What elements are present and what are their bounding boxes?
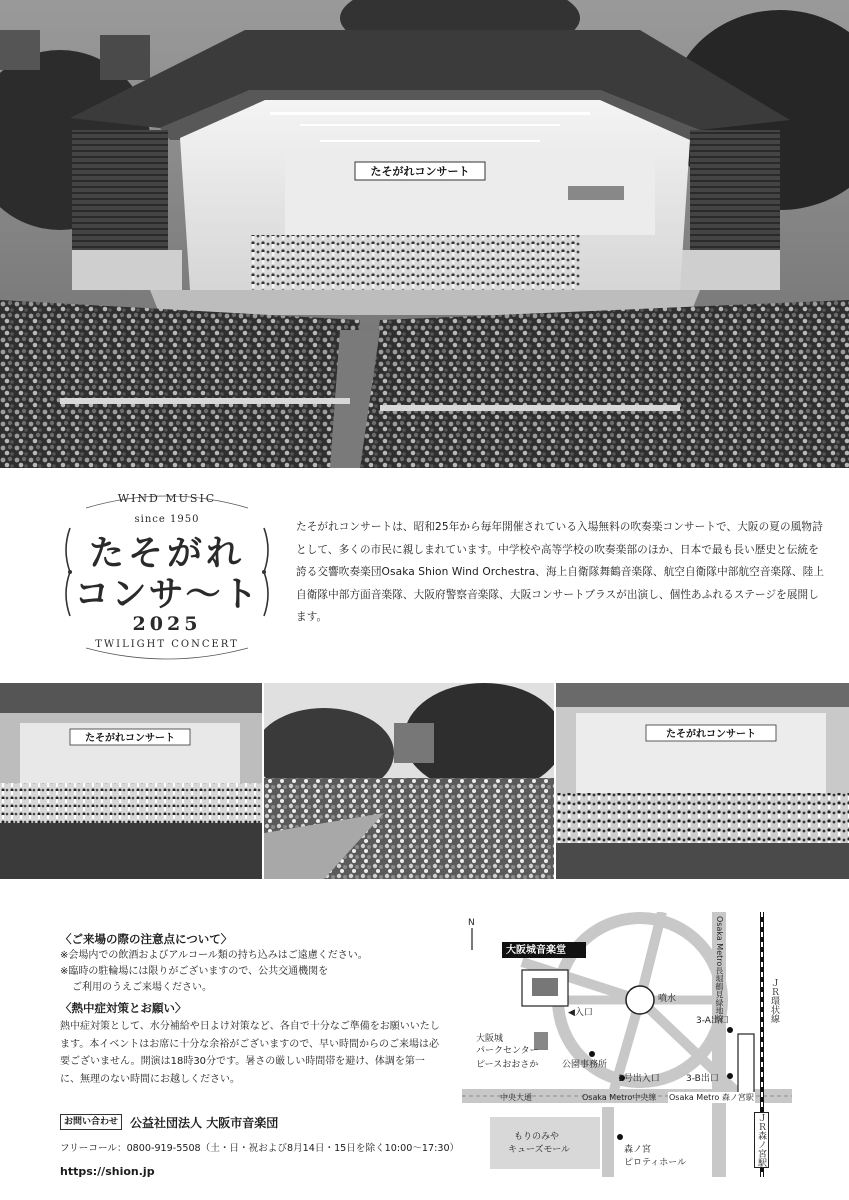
contact-freecall: フリーコール：0800-919-5508（土・日・祝および8月14日・15日を除く10:00〜17:30）	[60, 1143, 460, 1154]
map-north: N	[468, 918, 475, 928]
stage-photo-illustration	[0, 0, 849, 468]
map-piloti-hall-1: 森ノ宮	[624, 1145, 652, 1155]
logo-wind-music: WIND MUSIC	[117, 492, 217, 505]
logo-since: since 1950	[134, 514, 200, 525]
logo-title-line1: たそがれ	[88, 533, 245, 574]
logo-twilight-concert: TWILIGHT CONCERT	[95, 639, 239, 650]
note-bicycle-parking-cont: ご利用のうえご来場ください。	[72, 982, 212, 993]
photo-audience-center	[264, 683, 554, 879]
map-cues-mall-1: もりのみや	[514, 1132, 560, 1142]
map-exit-1: 1号出入口	[618, 1074, 660, 1084]
map-park-center-2: パークセンター	[476, 1046, 539, 1056]
map-peace-osaka: ピースおおさか	[476, 1060, 539, 1070]
contact-label: お問い合わせ	[60, 1114, 122, 1130]
contact-info	[60, 1112, 460, 1178]
stage-sign-text: たそがれコンサート	[370, 166, 470, 178]
strip-left-sign-text: たそがれコンサート	[85, 733, 175, 744]
access-map	[462, 912, 792, 1177]
logo-year: 2025	[132, 613, 202, 635]
map-fountain: 噴水	[658, 994, 677, 1004]
stage-photo-left	[0, 683, 262, 879]
note-bicycle-parking: ※臨時の駐輪場には限りがございますので、公共交通機関を	[60, 966, 329, 977]
map-park-center-1: 大阪城	[476, 1034, 504, 1044]
map-cues-mall-2: キューズモール	[508, 1145, 571, 1155]
contact-url-link[interactable]: https://shion.jp	[60, 1165, 155, 1178]
map-park-office: 公園事務所	[562, 1060, 608, 1070]
logo-title-line2: コンサ〜ト	[74, 574, 260, 615]
map-entrance: ◀入口	[568, 1008, 593, 1018]
strip-right-sign-text: たそがれコンサート	[666, 729, 756, 740]
intro-text: たそがれコンサートは、昭和25年から毎年開催されている入場無料の吹奏楽コンサートで、大阪の夏の風物詩として、多くの市民に親しまれています。中学校や高等学校の吹奏楽部のほか、日本で最も長い歴史と伝統を誇る交響吹奏楽団Osaka Shion Wind Orchestra、海上自衛隊舞鶴音楽隊、航空自衛隊中部航空音楽隊、陸上自衛隊中部方面音楽隊、大阪府警察音楽隊、大阪コンサートブラスが出演し、個性あふれるステージを展開します。	[296, 521, 825, 623]
map-venue-label: 大阪城音楽堂	[506, 945, 566, 956]
map-jr-morinomiya-station: ＪＲ森ノ宮駅	[754, 1112, 769, 1168]
contact-organization: 公益社団法人 大阪市音楽団	[130, 1115, 279, 1130]
hero-photo	[0, 0, 849, 468]
notes-heading-attention: 〈ご来場の際の注意点について〉	[60, 932, 233, 946]
notes-heading-heatstroke: 〈熱中症対策とお願い〉	[60, 1001, 187, 1015]
visitor-notes	[60, 930, 440, 1088]
note-no-alcohol: ※会場内での飲酒およびアルコール類の持ち込みはご遠慮ください。	[60, 950, 368, 961]
map-metro-morinomiya-station: Osaka Metro 森ノ宮駅	[669, 1093, 754, 1102]
photo-stage-left	[0, 683, 262, 879]
map-exit-3a: 3-A出口	[696, 1016, 729, 1026]
map-exit-3b: 3-B出口	[686, 1074, 719, 1084]
concert-logo	[56, 488, 278, 664]
photo-stage-right	[556, 683, 849, 879]
heatstroke-paragraph: 熱中症対策として、水分補給や日よけ対策など、各自で十分なご準備をお願いいたします。本イベントはお席に十分な余裕がございますので、早い時間からのご来場は必要ございません。開演は18時30分です。暑さの厳しい時間帯を避け、体調を第一に、無理のない時間にお越しください。	[60, 1021, 440, 1085]
map-piloti-hall-2: ピロティホール	[624, 1158, 687, 1168]
map-metro-nagahori-line: Osaka Metro長堀鶴見緑地線	[715, 916, 724, 1023]
map-jr-loop-line: ＪＲ環状線	[769, 978, 779, 1023]
stage-photo-right	[556, 683, 849, 879]
audience-photo	[264, 683, 554, 879]
contact-row	[60, 1112, 460, 1132]
map-chuo-odori: 中央大通	[500, 1093, 532, 1102]
map-metro-chuo-line: Osaka Metro中央線	[582, 1093, 657, 1102]
